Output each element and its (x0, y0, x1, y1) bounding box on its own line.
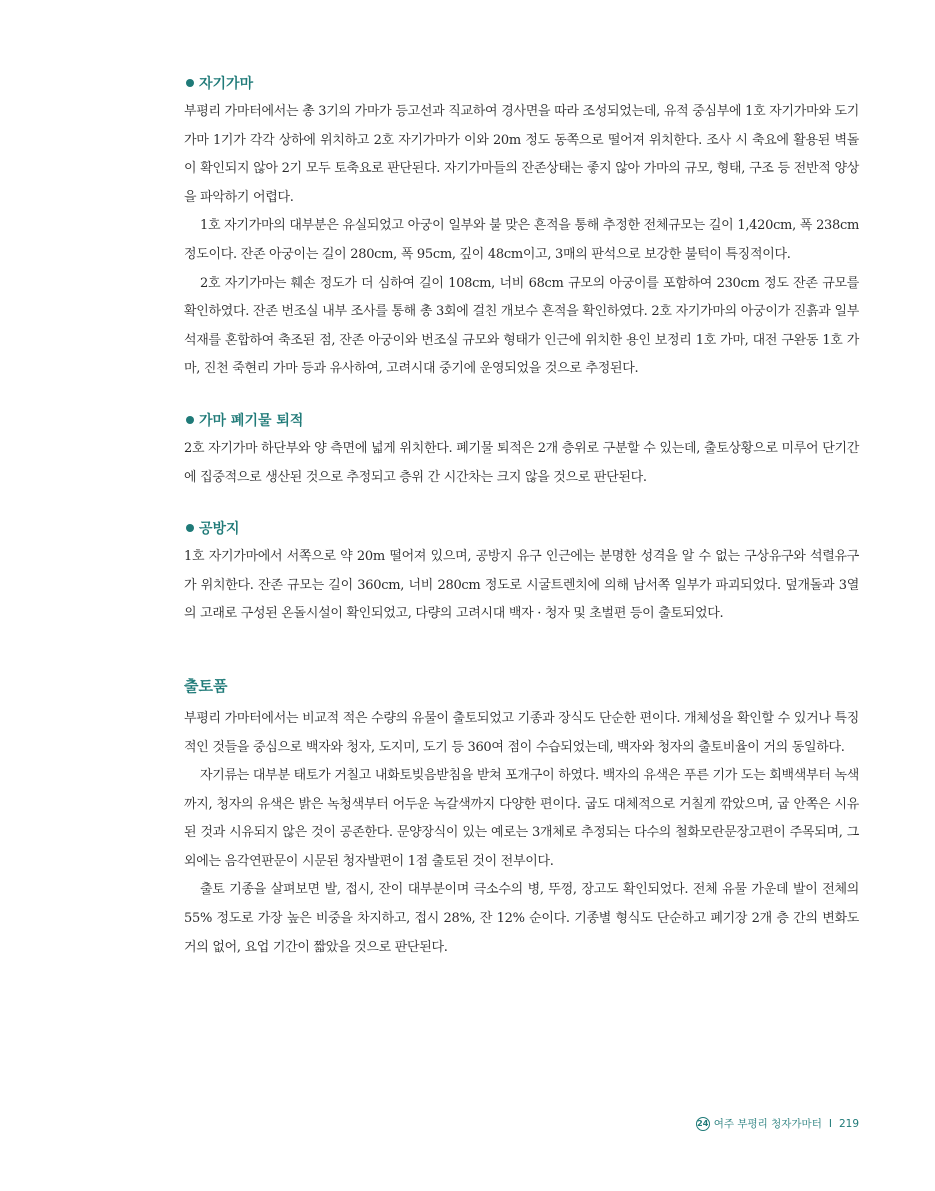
paragraph: 자기류는 대부분 태토가 거칠고 내화토빚음받침을 받쳐 포개구이 하였다. 백자의 유색은 푸른 기가 도는 회백색부터 녹색까지, 청자의 유색은 밝은 녹청색부터 어두운 녹갈색까지 다양한 편이다. 굽도 대체적으로 거칠게 깎았으며, 굽 안쪽은 시유된 것과 시유되지 않은 것이 공존한다. 문양장식이 있는 예로는 3개체로 추정되는 다수의 철화모란문장고편이 주목되며, 그 외에는 음각연판문이 시문된 청자발편이 1점 출토된 것이 전부이다. (184, 768, 859, 869)
paragraph: 부평리 가마터에서는 총 3기의 가마가 등고선과 직교하여 경사면을 따라 조성되었는데, 유적 중심부에 1호 자기가마와 도기가마 1기가 각각 상하에 위치하고 2호 자기가마가 이와 20m 정도 동쪽으로 떨어져 위치한다. 조사 시 축요에 활용된 벽돌이 확인되지 않아 2기 모두 토축요로 판단된다. 자기가마들의 잔존상태는 좋지 않아 가마의 규모, 형태, 구조 등 전반적 양상을 파악하기 어렵다. (184, 104, 859, 205)
section-heading-artifacts: 출토품 (184, 676, 228, 695)
chapter-badge-icon: 24 (696, 1117, 710, 1131)
section-heading-workshop (184, 515, 859, 541)
section-heading-waste (184, 407, 859, 433)
paragraph: 2호 자기가마 하단부와 양 측면에 넓게 위치한다. 폐기물 퇴적은 2개 층위로 구분할 수 있는데, 출토상황으로 미루어 단기간에 집중적으로 생산된 것으로 추정되고 층위 간 시간차는 크지 않을 것으로 판단된다. (184, 440, 859, 485)
section-heading-text: 공방지 (199, 521, 240, 538)
paragraph: 출토 기종을 살펴보면 발, 접시, 잔이 대부분이며 극소수의 병, 뚜껑, 장고도 확인되었다. 전체 유물 가운데 발이 전체의 55% 정도로 가장 높은 비중을 차지하고, 접시 28%, 잔 12% 순이다. 기종별 형식도 단순하고 폐기장 2개 층 간의 변화도 거의 없어, 요업 기간이 짧았을 것으로 판단된다. (184, 882, 859, 955)
page-footer (696, 1116, 859, 1131)
paragraph: 1호 자기가마의 대부분은 유실되었고 아궁이 일부와 불 맞은 흔적을 통해 추정한 전체규모는 길이 1,420cm, 폭 238cm 정도이다. 잔존 아궁이는 길이 280cm, 폭 95cm, 깊이 48cm이고, 3매의 판석으로 보강한 불턱이 특징적이다. (184, 218, 859, 262)
bullet-icon (186, 524, 194, 532)
footer-title: 여주 부평리 청자가마터 (713, 1118, 822, 1130)
paragraph: 1호 자기가마에서 서쪽으로 약 20m 떨어져 있으며, 공방지 유구 인근에는 분명한 성격을 알 수 없는 구상유구와 석렬유구가 위치한다. 잔존 규모는 길이 360cm, 너비 280cm 정도로 시굴트렌치에 의해 남서쪽 일부가 파괴되었다. 덮개돌과 3열의 고래로 구성된 온돌시설이 확인되었고, 다량의 고려시대 백자 · 청자 및 초벌편 등이 출토되었다. (184, 549, 859, 622)
section-heading-kiln (184, 70, 859, 96)
footer-separator: I (828, 1117, 832, 1130)
bullet-icon (186, 79, 194, 87)
paragraph: 2호 자기가마는 훼손 정도가 더 심하여 길이 108cm, 너비 68cm 규모의 아궁이를 포함하여 230cm 정도 잔존 규모를 확인하였다. 잔존 번조실 내부 조사를 통해 총 3회에 걸친 개보수 흔적을 확인하였다. 2호 자기가마의 아궁이가 진흙과 일부 석재를 혼합하여 축조된 점, 잔존 아궁이와 번조실 규모와 형태가 인근에 위치한 용인 보정리 1호 가마, 대전 구완동 1호 가마, 진천 죽현리 가마 등과 유사하여, 고려시대 중기에 운영되었을 것으로 추정된다. (184, 275, 859, 377)
section-heading-text: 자기가마 (199, 76, 254, 92)
page-content (184, 70, 859, 962)
section-heading-text: 가마 폐기물 퇴적 (199, 412, 304, 429)
page-number: 219 (838, 1117, 859, 1130)
bullet-icon (186, 416, 194, 424)
paragraph: 부평리 가마터에서는 비교적 적은 수량의 유물이 출토되었고 기종과 장식도 단순한 편이다. 개체성을 확인할 수 있거나 특징적인 것들을 중심으로 백자와 청자, 도지미, 도기 등 360여 점이 수습되었는데, 백자와 청자의 출토비율이 거의 동일하다. (184, 710, 859, 755)
